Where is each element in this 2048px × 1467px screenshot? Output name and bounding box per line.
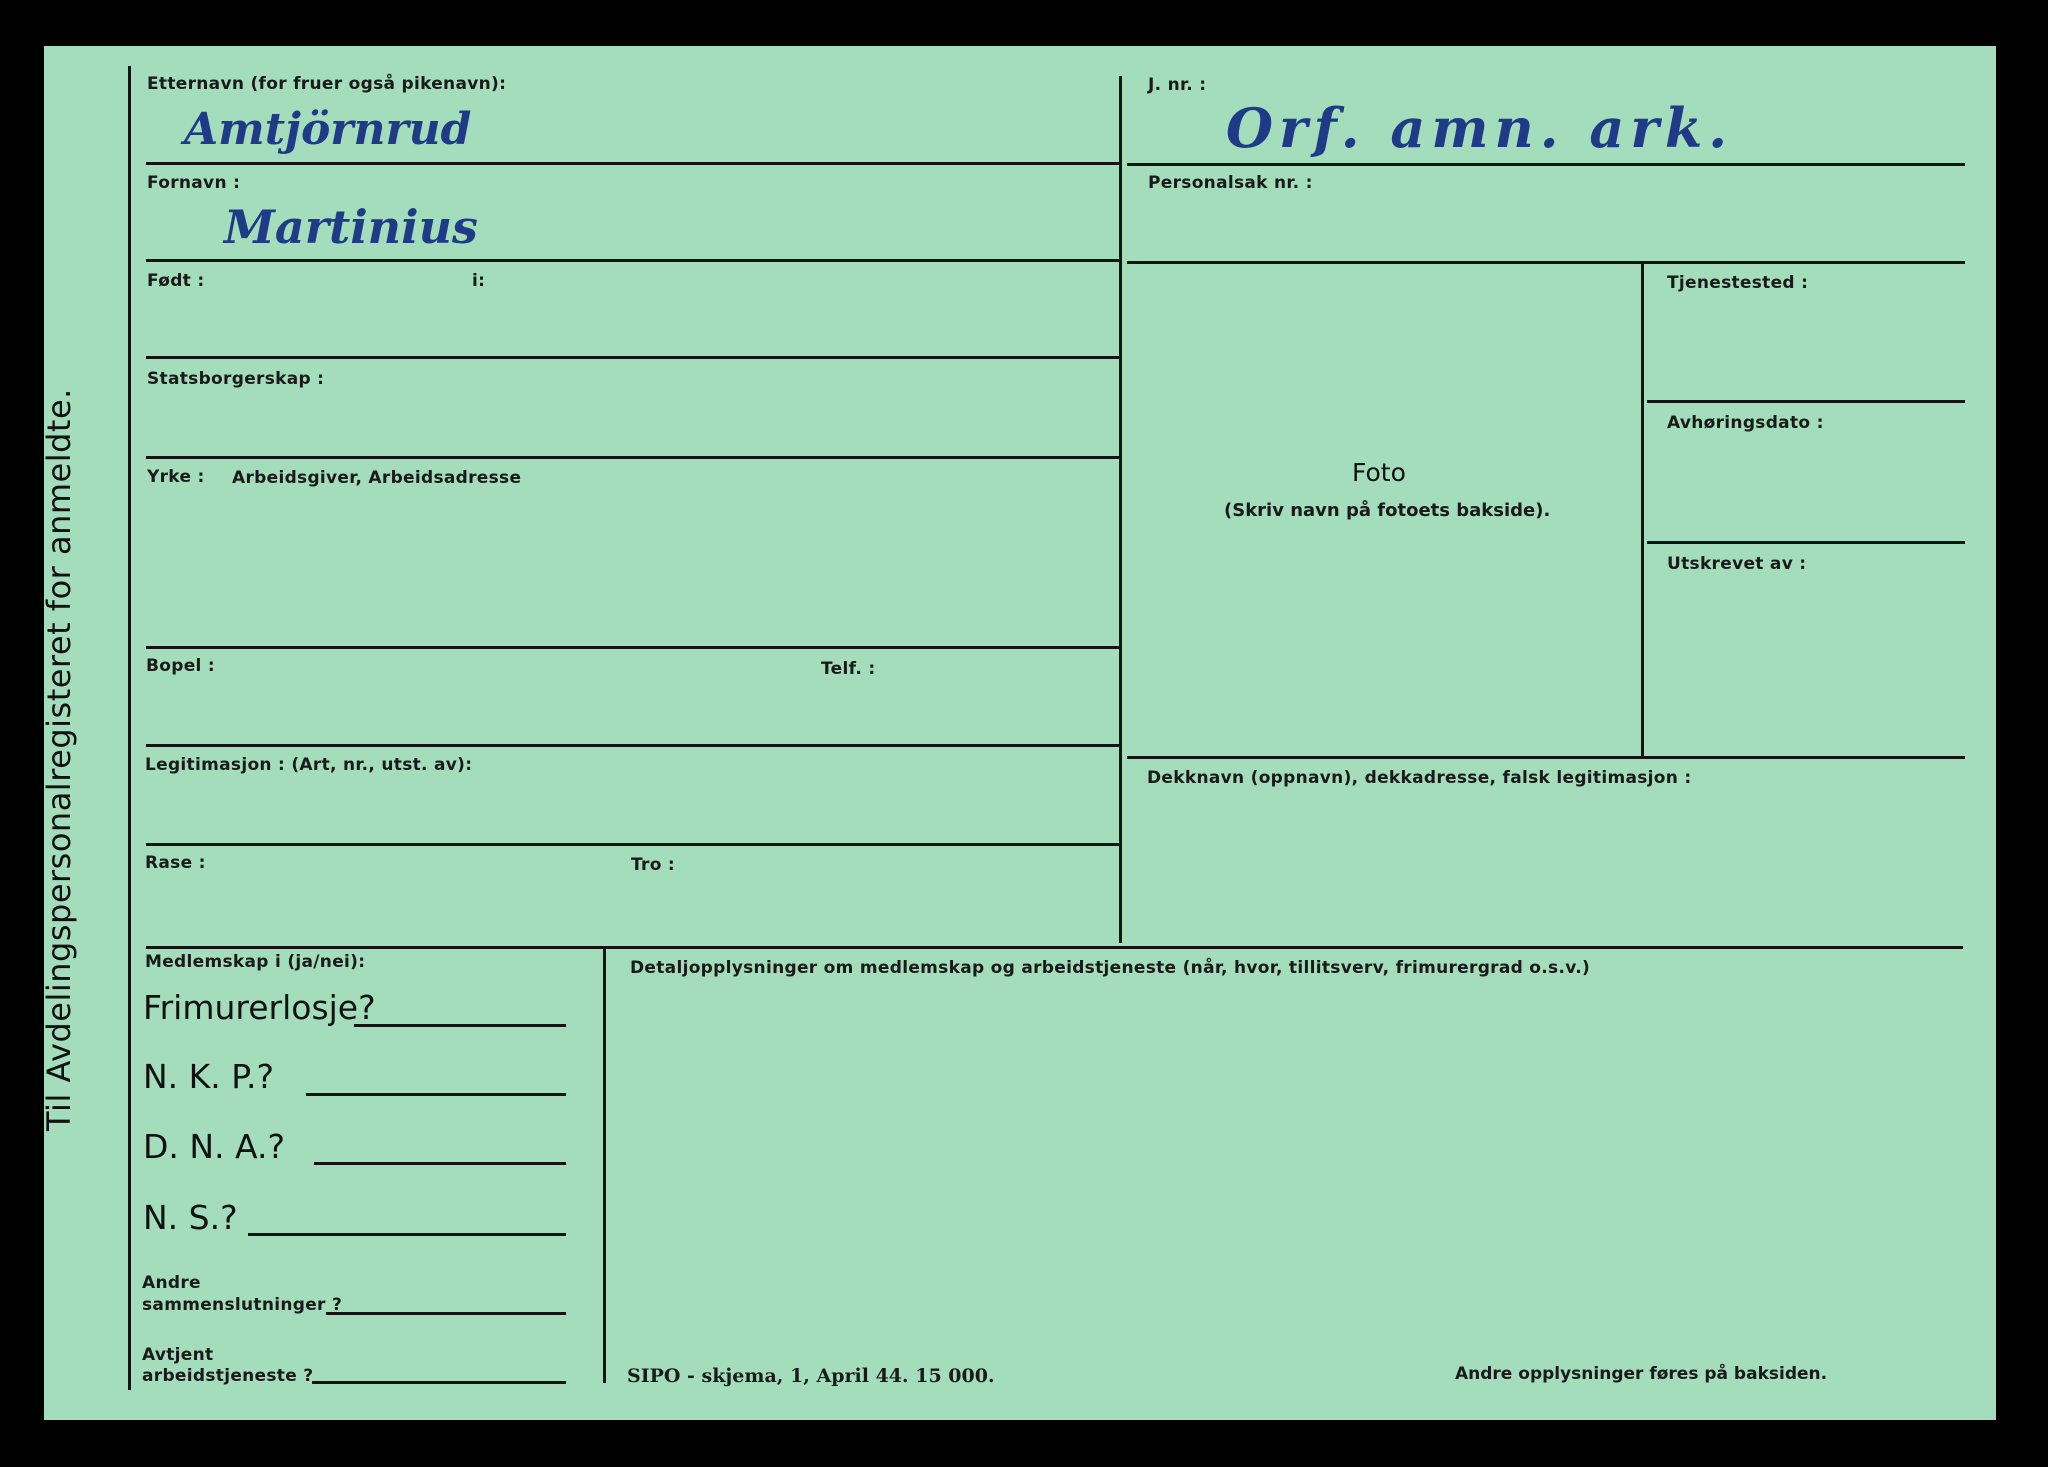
center-divider-line bbox=[1119, 76, 1122, 943]
statsborgerskap-label: Statsborgerskap : bbox=[147, 369, 325, 389]
andre-label-line1: Andre bbox=[142, 1273, 201, 1293]
utskrevet-label: Utskrevet av : bbox=[1667, 554, 1807, 574]
avtjent-label-line2: arbeidstjeneste ? bbox=[142, 1366, 314, 1386]
rase-label: Rase : bbox=[145, 853, 206, 873]
handwritten-etternavn: Amtjörnrud bbox=[184, 104, 472, 155]
yrke-line bbox=[146, 646, 1119, 649]
tro-label: Tro : bbox=[631, 855, 676, 875]
section-divider-line bbox=[146, 946, 1963, 949]
etternavn-label: Etternavn (for fruer også pikenavn): bbox=[147, 74, 507, 94]
fornavn-line bbox=[146, 259, 1119, 262]
bottom-divider-line bbox=[603, 946, 606, 1383]
fodt-line bbox=[146, 356, 1119, 359]
avhoringsdato-line bbox=[1647, 541, 1965, 544]
avhoringsdato-label: Avhøringsdato : bbox=[1667, 413, 1824, 433]
frimurerlosje-label: Frimurerlosje? bbox=[143, 988, 376, 1027]
medlemskap-label: Medlemskap i (ja/nei): bbox=[145, 952, 366, 972]
ns-label: N. S.? bbox=[143, 1198, 238, 1237]
legitimasjon-label: Legitimasjon : (Art, nr., utst. av): bbox=[145, 755, 473, 775]
foto-subtitle: (Skriv navn på fotoets bakside). bbox=[1224, 500, 1551, 521]
telf-label: Telf. : bbox=[821, 659, 876, 679]
foto-bottom-line bbox=[1127, 756, 1965, 759]
handwritten-fornavn: Martinius bbox=[224, 200, 478, 254]
andre-label-line2: sammenslutninger ? bbox=[142, 1295, 343, 1315]
bopel-line bbox=[146, 744, 1119, 747]
detalj-label: Detaljopplysninger om medlemskap og arbeidstjeneste (når, hvor, tillitsverv, frimurergrad o.s.v.) bbox=[630, 958, 1591, 978]
dna-label: D. N. A.? bbox=[143, 1127, 286, 1166]
footer-note: Andre opplysninger føres på baksiden. bbox=[1455, 1364, 1828, 1384]
form-id: SIPO - skjema, 1, April 44. 15 000. bbox=[627, 1365, 995, 1387]
fornavn-label: Fornavn : bbox=[147, 173, 241, 193]
legitimasjon-line bbox=[146, 843, 1119, 846]
yrke-label: Yrke : bbox=[147, 467, 205, 487]
side-title: Til Avdelingspersonalregisteret for anmeldte. bbox=[40, 388, 78, 1131]
personalsak-line bbox=[1127, 261, 1965, 264]
dna-line bbox=[314, 1162, 566, 1165]
bopel-label: Bopel : bbox=[146, 656, 215, 676]
nkp-label: N. K. P.? bbox=[143, 1057, 275, 1096]
dekknavn-label: Dekknavn (oppnavn), dekkadresse, falsk legitimasjon : bbox=[1147, 768, 1692, 788]
etternavn-line bbox=[146, 162, 1119, 165]
nkp-line bbox=[306, 1093, 566, 1096]
handwritten-jnr: Orf. amn. ark. bbox=[1226, 96, 1734, 160]
andre-line bbox=[326, 1312, 566, 1315]
fodt-label: Født : bbox=[147, 271, 205, 291]
avtjent-line bbox=[312, 1381, 566, 1384]
arbeidsgiver-label: Arbeidsgiver, Arbeidsadresse bbox=[232, 468, 522, 488]
foto-title: Foto bbox=[1352, 458, 1406, 487]
avtjent-label-line1: Avtjent bbox=[142, 1345, 214, 1365]
personalsak-label: Personalsak nr. : bbox=[1148, 173, 1313, 193]
frimurerlosje-line bbox=[354, 1024, 566, 1027]
i-label: i: bbox=[472, 271, 486, 291]
jnr-line bbox=[1127, 163, 1965, 166]
tjenestested-label: Tjenestested : bbox=[1667, 273, 1809, 293]
ns-line bbox=[248, 1233, 566, 1236]
jnr-label: J. nr. : bbox=[1148, 75, 1207, 95]
tjenestested-line bbox=[1647, 400, 1965, 403]
foto-right-line bbox=[1641, 264, 1644, 756]
left-border-line bbox=[128, 66, 131, 1390]
statsborgerskap-line bbox=[146, 456, 1119, 459]
